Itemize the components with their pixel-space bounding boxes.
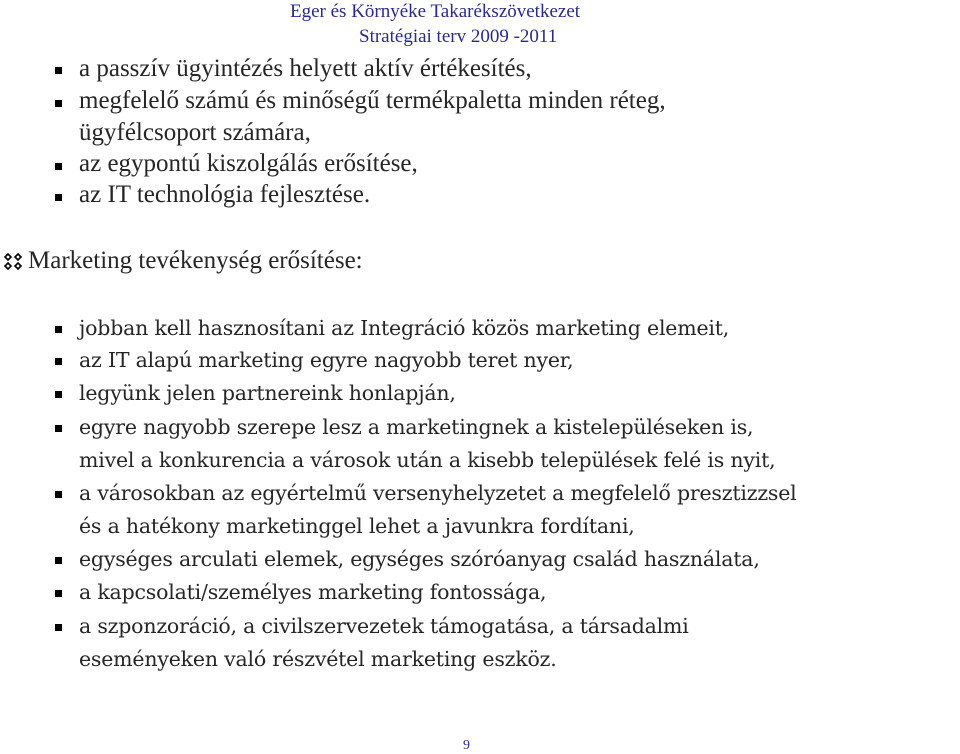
section-title: Marketing tevékenység erősítése: [28,247,363,274]
list-item: egyre nagyobb szerepe lesz a marketingnek a kistelepüléseken is, [79,415,754,439]
square-bullet-icon [55,100,62,107]
square-bullet-icon [55,590,62,597]
square-bullet-icon [55,425,62,432]
page-number: 9 [463,738,470,753]
list-item: az egypontú kiszolgálás erősítése, [79,150,418,177]
square-bullet-icon [55,358,62,365]
square-bullet-icon [55,624,62,631]
list-item-continuation: ügyfélcsoport számára, [79,119,311,146]
square-bullet-icon [55,491,62,498]
square-bullet-icon [55,163,62,170]
square-bullet-icon [55,67,62,74]
list-item-continuation: és a hatékony marketinggel lehet a javunkra fordítani, [79,514,635,538]
plan-title: Stratégiai terv 2009 -2011 [359,26,558,47]
square-bullet-icon [55,326,62,333]
list-item-continuation: eseményeken való részvétel marketing eszköz. [79,647,557,671]
list-item: legyünk jelen partnereink honlapján, [79,381,456,405]
square-bullet-icon [55,391,62,398]
square-bullet-icon [55,194,62,201]
list-item: a városokban az egyértelmű versenyhelyzetet a megfelelő presztizzsel [79,481,797,505]
list-item: a kapcsolati/személyes marketing fontossága, [79,580,547,604]
list-item-continuation: mivel a konkurencia a városok után a kisebb települések felé is nyit, [79,448,776,472]
list-item: a passzív ügyintézés helyett aktív értékesítés, [79,55,532,82]
list-item: megfelelő számú és minőségű termékpaletta minden réteg, [79,87,666,114]
organization-name: Eger és Környéke Takarékszövetkezet [290,1,581,22]
list-item: a szponzoráció, a civilszervezetek támogatása, a társadalmi [79,614,689,638]
list-item: az IT technológia fejlesztése. [79,181,371,208]
diamond-bullet-icon [2,252,24,272]
list-item: egységes arculati elemek, egységes szóróanyag család használata, [79,547,760,571]
list-item: az IT alapú marketing egyre nagyobb teret nyer, [79,348,574,372]
square-bullet-icon [55,557,62,564]
list-item: jobban kell hasznosítani az Integráció közös marketing elemeit, [79,316,730,340]
